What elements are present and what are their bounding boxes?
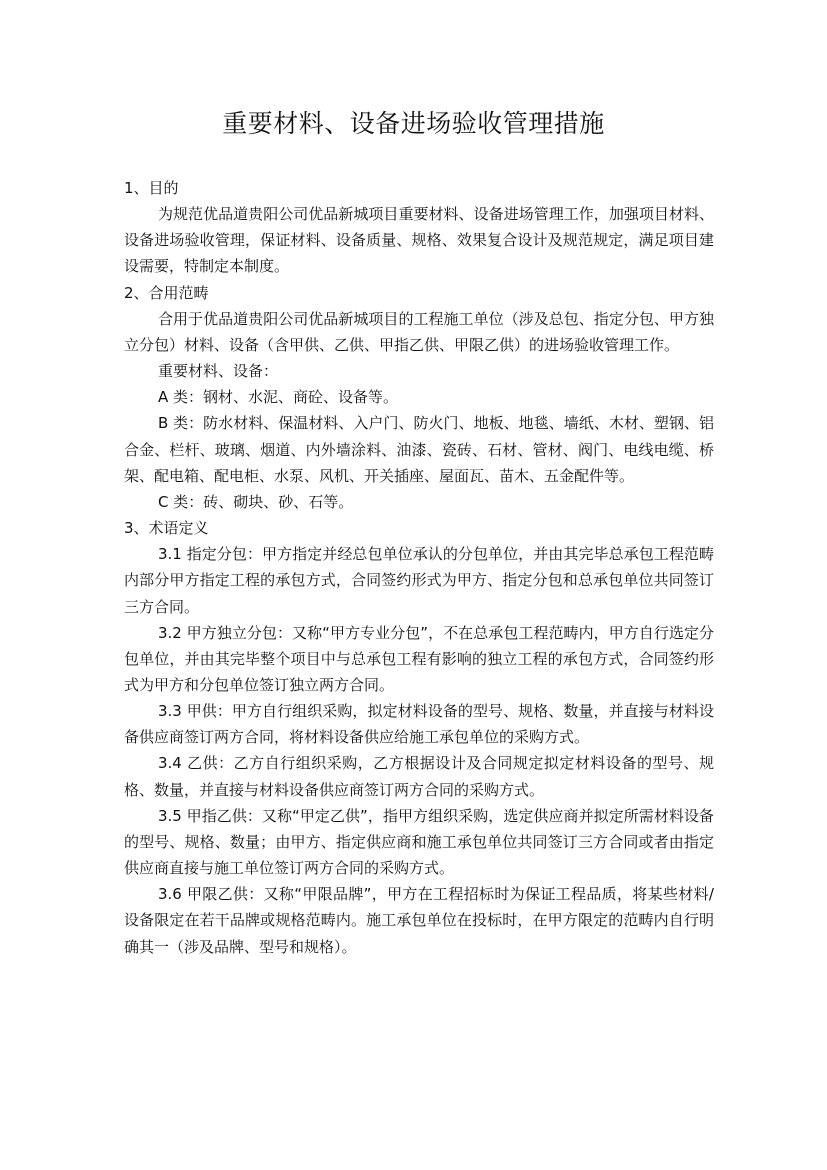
document-body [124,175,714,960]
section-heading: 2、合用范畴 [124,283,209,302]
body-paragraph: 3.6 甲限乙供：又称“甲限品牌”，甲方在工程招标时为保证工程品质，将某些材料/设备限定在若干品牌或规格范畴内。施工承包单位在投标时，在甲方限定的范畴内自行明确其一（涉及品牌、型号和规格）。 [124,885,714,956]
body-paragraph: 重要材料、设备： [158,362,279,381]
section-heading: 1、目的 [124,179,179,197]
body-paragraph: 3.2 甲方独立分包：又称“甲方专业分包”，不在总承包工程范畴内，甲方自行选定分包单位，并由其完毕整个项目中与总承包工程有影响的独立工程的承包方式，合同签约形式为甲方和分包单位签订独立两方合同。 [124,623,714,694]
body-paragraph: A 类：钢材、水泥、商砼、设备等。 [158,388,399,407]
body-paragraph: 3.1 指定分包：甲方指定并经总包单位承认的分包单位，并由其完毕总承包工程范畴内部分甲方指定工程的承包方式，合同签约形式为甲方、指定分包和总承包单位共同签订三方合同。 [124,545,714,616]
document-title: 重要材料、设备进场验收管理措施 [222,109,605,138]
body-paragraph: 合用于优品道贵阳公司优品新城项目的工程施工单位（涉及总包、指定分包、甲方独立分包）材料、设备（含甲供、乙供、甲指乙供、甲限乙供）的进场验收管理工作。 [124,309,714,354]
body-paragraph: B 类：防水材料、保温材料、入户门、防火门、地板、地毯、墙纸、木材、塑钢、铝合金、栏杆、玻璃、烟道、内外墙涂料、油漆、瓷砖、石材、管材、阀门、电线电缆、桥架、配电箱、配电柜、水泵、风机、开关插座、屋面瓦、苗木、五金配件等。 [124,414,714,485]
body-paragraph: C 类：砖、砌块、砂、石等。 [158,492,354,511]
body-paragraph: 为规范优品道贵阳公司优品新城项目重要材料、设备进场管理工作，加强项目材料、设备进场验收管理，保证材料、设备质量、规格、效果复合设计及规范规定，满足项目建设需要，特制定本制度。 [124,205,714,276]
section-heading: 3、术语定义 [124,519,209,538]
body-paragraph: 3.4 乙供：乙方自行组织采购，乙方根据设计及合同规定拟定材料设备的型号、规格、数量，并直接与材料设备供应商签订两方合同的采购方式。 [124,754,714,799]
body-paragraph: 3.5 甲指乙供：又称“甲定乙供”，指甲方组织采购，选定供应商并拟定所需材料设备的型号、规格、数量；由甲方、指定供应商和施工承包单位共同签订三方合同或者由指定供应商直接与施工单位签订两方合同的采购方式。 [124,806,714,878]
body-paragraph: 3.3 甲供：甲方自行组织采购，拟定材料设备的型号、规格、数量，并直接与材料设备供应商签订两方合同，将材料设备供应给施工承包单位的采购方式。 [124,702,714,747]
